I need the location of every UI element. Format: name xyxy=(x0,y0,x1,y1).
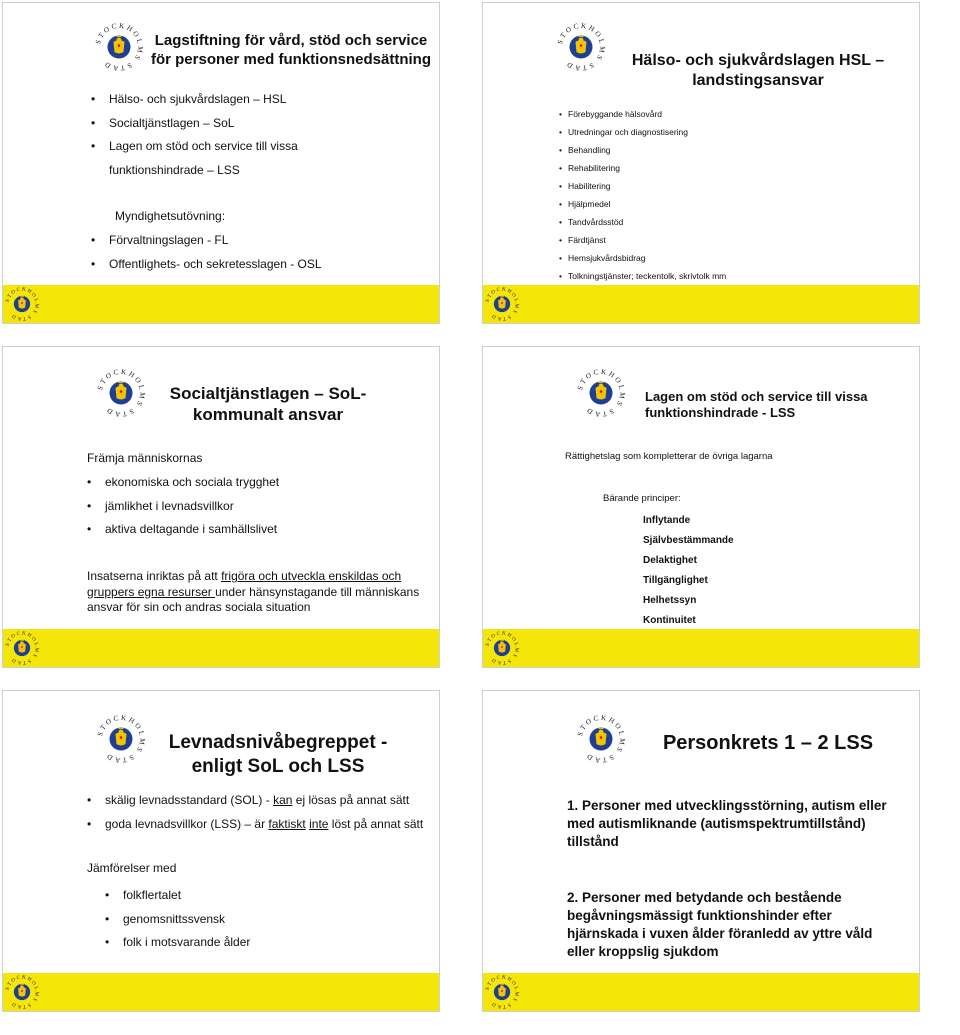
list-item: • Rehabilitering xyxy=(559,159,899,177)
list-item: • Hälso- och sjukvårdslagen – HSL xyxy=(91,88,431,112)
standard-list xyxy=(87,789,437,836)
slide-footer xyxy=(3,629,439,667)
list-item-continuation: funktionshindrade – LSS xyxy=(109,163,240,177)
list-item xyxy=(87,789,437,813)
list-item: Självbestämmande xyxy=(643,535,734,546)
list-item: Delaktighet xyxy=(643,555,697,566)
slide-title: Lagstiftning för vård, stöd och service för personer med funktionsnedsättning xyxy=(150,32,432,68)
slide-footer xyxy=(483,973,919,1011)
stockholm-logo-icon xyxy=(577,715,625,763)
compare-label: Jämförelser med xyxy=(87,861,177,875)
list-item: • Förebyggande hälsovård xyxy=(559,105,899,123)
slide-hsl xyxy=(482,2,920,324)
list-item: Kontinuitet xyxy=(643,615,696,626)
slide-standard-of-living xyxy=(2,690,440,1012)
stockholm-logo-icon xyxy=(5,975,39,1009)
stockholm-logo-icon xyxy=(485,631,519,665)
slide-footer xyxy=(3,973,439,1011)
authority-list xyxy=(91,229,431,276)
principles-list xyxy=(643,511,734,631)
list-item xyxy=(87,813,437,837)
list-item: • Behandling xyxy=(559,141,899,159)
stockholm-logo-icon xyxy=(97,715,145,763)
list-item: Helhetssyn xyxy=(643,595,697,606)
paragraph xyxy=(87,569,427,616)
stockholm-logo-icon xyxy=(485,287,519,321)
list-item: • folkflertalet xyxy=(105,884,425,908)
list-item: Inflytande xyxy=(643,515,691,526)
slide-legislation xyxy=(2,2,440,324)
stockholm-logo-icon xyxy=(577,369,625,417)
list-item: • aktiva deltagande i samhällslivet xyxy=(87,518,427,542)
slide-footer xyxy=(3,285,439,323)
list-item: • Färdtjänst xyxy=(559,231,899,249)
underlined-text: faktiskt xyxy=(268,816,306,831)
stockholm-logo-icon xyxy=(557,23,605,71)
principles-label: Bärande principer: xyxy=(603,493,681,504)
list-item: • Hjälpmedel xyxy=(559,195,899,213)
list-item: • Socialtjänstlagen – SoL xyxy=(91,112,431,136)
text-part: ej lösas på annat sätt xyxy=(292,793,410,807)
intro-text: Främja människornas xyxy=(87,451,203,465)
list-item: • jämlikhet i levnadsvillkor xyxy=(87,495,427,519)
underlined-text: frigöra och utveckla enskildas och gruppers egna resurser xyxy=(87,569,402,599)
slide-title: Lagen om stöd och service till vissa funktionshindrade - LSS xyxy=(645,389,868,420)
text-part: skälig levnadsstandard (SOL) - xyxy=(105,793,274,807)
list-item: • Tolkningstjänster; teckentolk, skrivtolk mm xyxy=(559,267,899,285)
slide-title: Socialtjänstlagen – SoL- kommunalt ansvar xyxy=(169,384,367,424)
list-item: • Hemsjukvårdsbidrag xyxy=(559,249,899,267)
stockholm-logo-icon xyxy=(5,631,39,665)
list-item: Tillgänglighet xyxy=(643,575,708,586)
sol-list xyxy=(87,471,427,542)
category-2: 2. Personer med betydande och bestående begåvningsmässigt funktionshinder efter hjärnskada i vuxen ålder föranledd av yttre våld eller kroppslig sjukdom xyxy=(567,890,873,959)
hsl-list xyxy=(559,105,899,285)
list-item: • Utredningar och diagnostisering xyxy=(559,123,899,141)
slide-footer xyxy=(483,285,919,323)
text-part: goda levnadsvillkor (LSS) – är xyxy=(105,816,269,831)
list-item: • folk i motsvarande ålder xyxy=(105,931,425,955)
slide-lss xyxy=(482,346,920,668)
slide-title: Personkrets 1 – 2 LSS xyxy=(662,732,874,754)
paragraph-part: Insatserna inriktas på att xyxy=(87,569,222,583)
category-1: 1. Personer med utvecklingsstörning, autism eller med autismliknande (autismspektrumtillstånd) tillstånd xyxy=(567,798,887,849)
list-item: • Offentlighets- och sekretesslagen - OSL xyxy=(91,253,431,277)
underlined-text: kan xyxy=(273,793,293,807)
compare-list xyxy=(105,884,425,955)
underlined-text: inte xyxy=(309,816,329,831)
list-item: • ekonomiska och sociala trygghet xyxy=(87,471,427,495)
slide-personkrets xyxy=(482,690,920,1012)
stockholm-logo-icon xyxy=(5,287,39,321)
list-item: • Tandvårdsstöd xyxy=(559,213,899,231)
stockholm-logo-icon xyxy=(95,23,143,71)
list-item: • Lagen om stöd och service till vissa xyxy=(91,135,431,159)
stockholm-logo-icon xyxy=(97,369,145,417)
slide-footer xyxy=(483,629,919,667)
list-item: • Habilitering xyxy=(559,177,899,195)
slide-title: Hälso- och sjukvårdslagen HSL – landstingsansvar xyxy=(631,52,885,89)
subheading: Myndighetsutövning: xyxy=(115,209,226,223)
intro-text: Rättighetslag som kompletterar de övriga lagarna xyxy=(565,451,773,462)
slide-sol xyxy=(2,346,440,668)
slide-title: Levnadsnivåbegreppet - enligt SoL och LSS xyxy=(168,732,388,777)
text-part: löst på annat sätt xyxy=(328,816,424,831)
list-item: • Förvaltningslagen - FL xyxy=(91,229,431,253)
law-list xyxy=(91,88,431,159)
stockholm-logo-icon xyxy=(485,975,519,1009)
list-item: • genomsnittssvensk xyxy=(105,908,425,932)
paragraph-part: under hänsynstagande till människans ansvar för sin och andras sociala situation xyxy=(87,584,420,614)
